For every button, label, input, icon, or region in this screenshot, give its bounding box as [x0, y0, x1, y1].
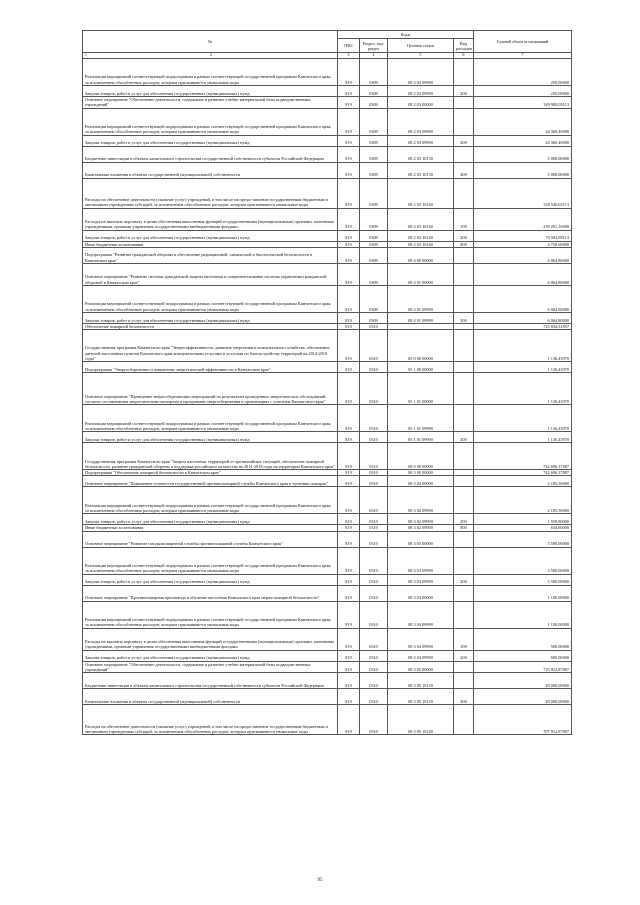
row-target-article: 08 2 03 00000	[388, 97, 454, 109]
column-number: 1	[85, 53, 87, 57]
table-row	[83, 405, 572, 432]
table-row	[83, 601, 572, 628]
row-target-article: 05 1 01 09990	[388, 405, 454, 432]
row-expense-type: 200	[454, 135, 474, 146]
row-target-article: 08 2 03 09990	[388, 135, 454, 146]
row-target-article: 08 3 03 09990	[388, 547, 454, 574]
row-amount: 3 500,00000	[474, 574, 572, 585]
row-grbs: 819	[338, 705, 360, 735]
row-expense-type	[454, 673, 474, 689]
row-target-article: 08 0 00 00000	[388, 443, 454, 470]
table-row	[83, 628, 572, 650]
column-number: 6	[454, 53, 474, 59]
row-grbs: 819	[338, 585, 360, 601]
row-section: 0310	[360, 705, 388, 735]
table-row	[83, 285, 572, 312]
row-grbs: 819	[338, 574, 360, 585]
row-grbs: 819	[338, 230, 360, 241]
row-expense-type: 100	[454, 208, 474, 230]
table-row	[83, 362, 572, 373]
row-amount: 250,00000	[474, 59, 572, 86]
page-number: 95	[317, 878, 323, 883]
row-section: 0310	[360, 432, 388, 443]
row-name: Обеспечение пожарной безопасности	[83, 323, 338, 329]
row-target-article: 08 3 05 10140	[388, 705, 454, 735]
table-row	[83, 330, 572, 362]
row-name: Основное мероприятие "Развитие системы гражданской защиты населения и совершенствование системы управления гражданской обороной в Камчатском крае"	[83, 263, 338, 285]
row-grbs: 819	[338, 650, 360, 661]
row-expense-type	[454, 97, 474, 109]
row-expense-type	[454, 263, 474, 285]
row-grbs: 819	[338, 628, 360, 650]
table-row	[83, 432, 572, 443]
row-expense-type	[454, 531, 474, 547]
table-row	[83, 230, 572, 241]
row-section: 0309	[360, 263, 388, 285]
row-expense-type	[454, 373, 474, 405]
header-codes: Коды	[338, 31, 474, 39]
row-grbs: 819	[338, 285, 360, 312]
row-amount: 6 064,80000	[474, 263, 572, 285]
row-grbs: 819	[338, 487, 360, 514]
row-amount: 600,00000	[474, 650, 572, 661]
row-name: Закупка товаров, работ и услуг для обеспечения государственных (муниципальных) нужд	[83, 514, 338, 525]
budget-table	[82, 30, 572, 735]
row-expense-type: 200	[454, 514, 474, 525]
table-row	[83, 531, 572, 547]
row-target-article: 08 3 04 00000	[388, 585, 454, 601]
row-section: 0310	[360, 525, 388, 531]
table-row	[83, 443, 572, 470]
row-name: Основное мероприятие "Обеспечение деятельности, содержание и развитие учебно-материальной базы подведомственных учреждений"	[83, 97, 338, 109]
row-name: Закупка товаров, работ и услуг для обеспечения государственных (муниципальных) нужд	[83, 574, 338, 585]
row-amount: 742 696,37887	[474, 470, 572, 476]
row-grbs: 819	[338, 405, 360, 432]
row-name: Расходы на обеспечение деятельности (оказание услуг) учреждений, в том числе на предоставление государственным бюджетным и автономным учреждениям субсидий, за исключением обособленных расходов, которым присваиваются уникальные коды	[83, 178, 338, 208]
row-expense-type	[454, 362, 474, 373]
row-section: 0309	[360, 285, 388, 312]
row-expense-type	[454, 705, 474, 735]
row-grbs: 819	[338, 312, 360, 323]
row-amount: 742 696,37887	[474, 443, 572, 470]
row-grbs: 819	[338, 689, 360, 705]
row-grbs: 819	[338, 601, 360, 628]
row-target-article: 08 4 00 00000	[388, 247, 454, 263]
table-row	[83, 59, 572, 86]
row-amount: 349 908,05113	[474, 97, 572, 109]
table-row	[83, 705, 572, 735]
table-row	[83, 97, 572, 109]
row-section: 0309	[360, 146, 388, 162]
row-amount: 3 500,00000	[474, 531, 572, 547]
column-number: 5	[388, 53, 454, 59]
row-amount: 2 185,50000	[474, 476, 572, 487]
row-grbs: 819	[338, 86, 360, 97]
row-target-article: 05 1 01 09990	[388, 432, 454, 443]
row-amount: 250,00000	[474, 86, 572, 97]
row-target-article: 08 2 03 10130	[388, 162, 454, 178]
row-target-article: 08 3 03 09990	[388, 574, 454, 585]
row-name: Капитальные вложения в объекты государственной (муниципальной) собственности	[83, 162, 338, 178]
row-amount: 6 064,80000	[474, 285, 572, 312]
row-grbs: 819	[338, 247, 360, 263]
row-target-article: 05 1 00 00000	[388, 362, 454, 373]
row-name: Расходы на обеспечение деятельности (оказание услуг) учреждений, в том числе на предоставление государственным бюджетным и автономным учреждениям субсидий, за исключением обособленных расходов, которым присваиваются уникальные коды	[83, 705, 338, 735]
row-grbs: 819	[338, 514, 360, 525]
row-grbs: 819	[338, 432, 360, 443]
row-section: 0309	[360, 178, 388, 208]
row-amount: 1 136,43970	[474, 373, 572, 405]
table-row	[83, 547, 572, 574]
table-row	[83, 312, 572, 323]
row-section: 0309	[360, 312, 388, 323]
row-target-article: 08 3 02 09990	[388, 487, 454, 514]
row-grbs: 819	[338, 135, 360, 146]
row-section: 0310	[360, 673, 388, 689]
table-row	[83, 487, 572, 514]
row-name: Капитальные вложения в объекты государственной (муниципальной) собственности	[83, 689, 338, 705]
row-section: 0310	[360, 373, 388, 405]
header-annual-volume: Годовой объем ассигнований	[474, 31, 572, 53]
row-amount: 1 100,00000	[474, 585, 572, 601]
row-target-article: 08 3 04 09990	[388, 601, 454, 628]
row-grbs: 819	[338, 208, 360, 230]
table-row	[83, 108, 572, 135]
table-row	[83, 373, 572, 405]
row-amount: 1 550,90000	[474, 514, 572, 525]
row-amount: 1 136,43970	[474, 432, 572, 443]
row-name: Расходы на выплаты персоналу в целях обеспечения выполнения функций государственными (муниципальными) органами, казенными учреждениями, органами управления государственными внебюджетными фондами	[83, 208, 338, 230]
table-row	[83, 661, 572, 673]
row-amount: 5 000,00000	[474, 146, 572, 162]
row-name: Основное мероприятие "Противопожарная пропаганда и обучение населения Камчатского края мерам пожарной безопасности"	[83, 585, 338, 601]
row-expense-type	[454, 146, 474, 162]
row-name: Реализация мероприятий соответствующей подпрограммы в рамках соответствующей государственной программы Камчатского края, за исключением обособленных расходов, которым присваиваются уникальные коды	[83, 59, 338, 86]
row-section: 0309	[360, 208, 388, 230]
table-row	[83, 689, 572, 705]
row-target-article: 08 2 03 10140	[388, 178, 454, 208]
row-expense-type: 200	[454, 312, 474, 323]
row-target-article: 08 3 05 00000	[388, 661, 454, 673]
row-name: Подпрограмма "Развитие гражданской обороны и обеспечение радиационной, химической и биологической безопасности в Камчатском крае"	[83, 247, 338, 263]
row-amount: 1 136,43970	[474, 330, 572, 362]
table-row	[83, 86, 572, 97]
row-target-article: 08 2 03 10140	[388, 241, 454, 247]
row-name: Подпрограмма "Энергосбережение и повышение энергетической эффективности в Камчатском крае"	[83, 362, 338, 373]
row-name: Иные бюджетные ассигнования	[83, 241, 338, 247]
row-target-article: 08 3 05 10130	[388, 673, 454, 689]
header-section: Раздел, под-раздел	[360, 39, 388, 53]
row-section: 0309	[360, 230, 388, 241]
row-grbs: 819	[338, 97, 360, 109]
row-target-article: 05 1 01 00000	[388, 373, 454, 405]
row-name: Основное мероприятие "Развитие газодымозащитной службы противопожарной службы Камчатского края"	[83, 531, 338, 547]
table-row	[83, 585, 572, 601]
row-name: Основное мероприятие "Обеспечение деятельности, содержание и развитие учебно-материальной базы подведомственных учреждений"	[83, 661, 338, 673]
row-amount: 1 100,00000	[474, 601, 572, 628]
row-name: Иные бюджетные ассигнования	[83, 525, 338, 531]
row-grbs: 819	[338, 470, 360, 476]
row-target-article: 08 3 02 09990	[388, 514, 454, 525]
table-row	[83, 135, 572, 146]
row-name: Закупка товаров, работ и услуг для обеспечения государственных (муниципальных) нужд	[83, 312, 338, 323]
row-grbs: 819	[338, 531, 360, 547]
row-amount: 743 834,31857	[474, 323, 572, 329]
row-amount: 28 000,00000	[474, 689, 572, 705]
table-row	[83, 574, 572, 585]
row-grbs: 819	[338, 330, 360, 362]
row-grbs: 819	[338, 476, 360, 487]
row-name: Закупка товаров, работ и услуг для обеспечения государственных (муниципальных) нужд	[83, 86, 338, 97]
row-target-article: 08 2 03 09990	[388, 108, 454, 135]
table-row	[83, 673, 572, 689]
row-expense-type: 400	[454, 162, 474, 178]
row-expense-type: 200	[454, 574, 474, 585]
table-row	[83, 162, 572, 178]
row-section: 0310	[360, 531, 388, 547]
row-grbs: 819	[338, 525, 360, 531]
row-target-article: 08 2 02 09990	[388, 59, 454, 86]
row-expense-type	[454, 59, 474, 86]
row-amount: 3 500,00000	[474, 547, 572, 574]
row-grbs: 819	[338, 59, 360, 86]
row-amount: 735 912,87887	[474, 661, 572, 673]
row-grbs: 819	[338, 661, 360, 673]
row-grbs: 819	[338, 241, 360, 247]
row-target-article: 08 2 02 09990	[388, 86, 454, 97]
row-section: 0310	[360, 470, 388, 476]
row-section: 0310	[360, 443, 388, 470]
row-target-article: 05 0 00 00000	[388, 330, 454, 362]
row-expense-type: 200	[454, 432, 474, 443]
header-grbs: ГРБС	[338, 39, 360, 53]
row-target-article: 08 3 05 10130	[388, 689, 454, 705]
row-expense-type: 800	[454, 525, 474, 531]
row-amount: 4 750,60000	[474, 241, 572, 247]
row-expense-type	[454, 547, 474, 574]
row-expense-type	[454, 443, 474, 470]
row-section: 0309	[360, 162, 388, 178]
row-target-article: 08 3 04 09990	[388, 650, 454, 661]
row-expense-type: 200	[454, 86, 474, 97]
row-amount: 2 185,50000	[474, 487, 572, 514]
table-row	[83, 146, 572, 162]
row-section: 0310	[360, 661, 388, 673]
row-section: 0310	[360, 487, 388, 514]
row-grbs: 819	[338, 108, 360, 135]
row-name: Реализация мероприятий соответствующей подпрограммы в рамках соответствующей государственной программы Камчатского края, за исключением обособленных расходов, которым присваиваются уникальные коды	[83, 601, 338, 628]
row-grbs: 819	[338, 443, 360, 470]
row-expense-type: 800	[454, 241, 474, 247]
table-row	[83, 247, 572, 263]
row-target-article: 08 3 02 00000	[388, 476, 454, 487]
row-target-article: 08 3 00 00000	[388, 470, 454, 476]
row-amount: 6 064,80000	[474, 247, 572, 263]
row-grbs: 819	[338, 373, 360, 405]
row-expense-type	[454, 330, 474, 362]
row-section: 0309	[360, 108, 388, 135]
row-section: 0310	[360, 330, 388, 362]
table-body	[83, 59, 572, 735]
row-name: Государственная программа Камчатского края "Защита населения, территорий от чрезвычайных ситуаций, обеспечение пожарной безопасности, развитие гражданской обороны и поддержка российского казачества на 2014-2018 годы на территории Камчатского края"	[83, 443, 338, 470]
row-section: 0310	[360, 574, 388, 585]
row-grbs: 819	[338, 162, 360, 178]
row-expense-type: 100	[454, 628, 474, 650]
row-section: 0310	[360, 323, 388, 329]
table-row	[83, 178, 572, 208]
column-number: 7	[474, 53, 572, 59]
row-name: Государственная программа Камчатского края "Энергоэффективность, развитие энергетики и коммунального хозяйства, обеспечение жителей населенных пунктов Камчатского края коммунальными услугами и услугами по благоустройству территорий на 2014-2018 годы"	[83, 330, 338, 362]
row-name: Основное мероприятие "Проведение энергосберегающих мероприятий по результатам проведенных энергетических обследований, согласно составленным энергетическим паспортам и программам энергосбережения в организациях с участием Камчатского края"	[83, 373, 338, 405]
row-section: 0310	[360, 628, 388, 650]
row-section: 0309	[360, 59, 388, 86]
row-name: Расходы на выплаты персоналу в целях обеспечения выполнения функций государственными (муниципальными) органами, казенными учреждениями, органами управления государственными внебюджетными фондами	[83, 628, 338, 650]
row-expense-type	[454, 285, 474, 312]
row-name: Подпрограмма "Обеспечение пожарной безопасности в Камчатском крае"	[83, 470, 338, 476]
row-target-article: 08 2 03 10130	[388, 146, 454, 162]
row-amount: 500,00000	[474, 628, 572, 650]
row-amount: 5 000,00000	[474, 162, 572, 178]
row-grbs: 819	[338, 323, 360, 329]
row-section: 0309	[360, 247, 388, 263]
header-number: №	[83, 31, 338, 53]
row-name: Бюджетные инвестиции в объекты капитального строительства государственной собственности субъектов Российской Федерации	[83, 673, 338, 689]
row-expense-type	[454, 476, 474, 487]
row-grbs: 819	[338, 263, 360, 285]
row-expense-type: 400	[454, 689, 474, 705]
row-name: Реализация мероприятий соответствующей подпрограммы в рамках соответствующей государственной программы Камчатского края, за исключением обособленных расходов, которым присваиваются уникальные коды	[83, 405, 338, 432]
row-target-article: 08 4 01 00000	[388, 263, 454, 285]
row-target-article: 08 2 03 10140	[388, 208, 454, 230]
row-name: Закупка товаров, работ и услуг для обеспечения государственных (муниципальных) нужд	[83, 432, 338, 443]
row-amount: 1 136,43970	[474, 362, 572, 373]
row-name: Основное мероприятие "Повышение готовности государственной противопожарной службы Камчатского края к тушению пожаров"	[83, 476, 338, 487]
row-amount: 239 291,16000	[474, 208, 572, 230]
row-target-article: 08 3 02 09990	[388, 525, 454, 531]
row-section: 0310	[360, 689, 388, 705]
column-number: 2	[210, 53, 212, 57]
row-amount: 320 546,65113	[474, 178, 572, 208]
row-section: 0310	[360, 514, 388, 525]
row-section: 0310	[360, 547, 388, 574]
row-name: Закупка товаров, работ и услуг для обеспечения государственных (муниципальных) нужд	[83, 230, 338, 241]
row-section: 0310	[360, 601, 388, 628]
row-expense-type	[454, 108, 474, 135]
row-amount: 76 504,89113	[474, 230, 572, 241]
row-section: 0310	[360, 476, 388, 487]
table-row	[83, 514, 572, 525]
row-target-article: 08 4 01 09990	[388, 312, 454, 323]
row-amount: 24 360,40000	[474, 135, 572, 146]
row-target-article: 08 2 03 10140	[388, 230, 454, 241]
header-expense-type: Вид расходов	[454, 39, 474, 53]
row-amount: 634,60000	[474, 525, 572, 531]
row-expense-type	[454, 661, 474, 673]
row-section: 0309	[360, 86, 388, 97]
row-target-article: 08 4 01 09990	[388, 285, 454, 312]
row-amount: 1 136,43970	[474, 405, 572, 432]
row-expense-type: 200	[454, 650, 474, 661]
row-section: 0310	[360, 362, 388, 373]
table-row	[83, 208, 572, 230]
row-grbs: 819	[338, 362, 360, 373]
row-name: Закупка товаров, работ и услуг для обеспечения государственных (муниципальных) нужд	[83, 135, 338, 146]
row-grbs: 819	[338, 673, 360, 689]
row-section: 0309	[360, 241, 388, 247]
row-grbs: 819	[338, 178, 360, 208]
row-name: Закупка товаров, работ и услуг для обеспечения государственных (муниципальных) нужд	[83, 650, 338, 661]
row-name: Реализация мероприятий соответствующей подпрограммы в рамках соответствующей государственной программы Камчатского края, за исключением обособленных расходов, которым присваиваются уникальные коды	[83, 487, 338, 514]
row-section: 0309	[360, 135, 388, 146]
row-name: Реализация мероприятий соответствующей подпрограммы в рамках соответствующей государственной программы Камчатского края, за исключением обособленных расходов, которым присваиваются уникальные коды	[83, 108, 338, 135]
row-name: Бюджетные инвестиции в объекты капитального строительства государственной собственности субъектов Российской Федерации	[83, 146, 338, 162]
column-number: 4	[360, 53, 388, 59]
row-expense-type	[454, 247, 474, 263]
budget-document	[82, 30, 571, 735]
row-grbs: 819	[338, 146, 360, 162]
row-expense-type	[454, 487, 474, 514]
row-section: 0310	[360, 405, 388, 432]
row-expense-type	[454, 178, 474, 208]
row-amount: 6 064,80000	[474, 312, 572, 323]
row-grbs: 819	[338, 547, 360, 574]
row-section: 0310	[360, 650, 388, 661]
row-name: Реализация мероприятий соответствующей подпрограммы в рамках соответствующей государственной программы Камчатского края, за исключением обособленных расходов, которым присваиваются уникальные коды	[83, 285, 338, 312]
row-expense-type	[454, 585, 474, 601]
header-target-article: Целевая статья	[388, 39, 454, 53]
row-target-article: 08 3 03 00000	[388, 531, 454, 547]
table-row	[83, 650, 572, 661]
table-row	[83, 476, 572, 487]
row-section: 0309	[360, 97, 388, 109]
column-number: 3	[338, 53, 360, 59]
row-expense-type: 200	[454, 230, 474, 241]
row-name: Реализация мероприятий соответствующей подпрограммы в рамках соответствующей государственной программы Камчатского края, за исключением обособленных расходов, которым присваиваются уникальные коды	[83, 547, 338, 574]
row-amount: 28 000,00000	[474, 673, 572, 689]
row-amount: 24 360,40000	[474, 108, 572, 135]
row-target-article: 08 3 04 09990	[388, 628, 454, 650]
row-expense-type	[454, 405, 474, 432]
table-row	[83, 263, 572, 285]
row-amount: 707 912,87887	[474, 705, 572, 735]
row-expense-type	[454, 601, 474, 628]
row-section: 0310	[360, 585, 388, 601]
